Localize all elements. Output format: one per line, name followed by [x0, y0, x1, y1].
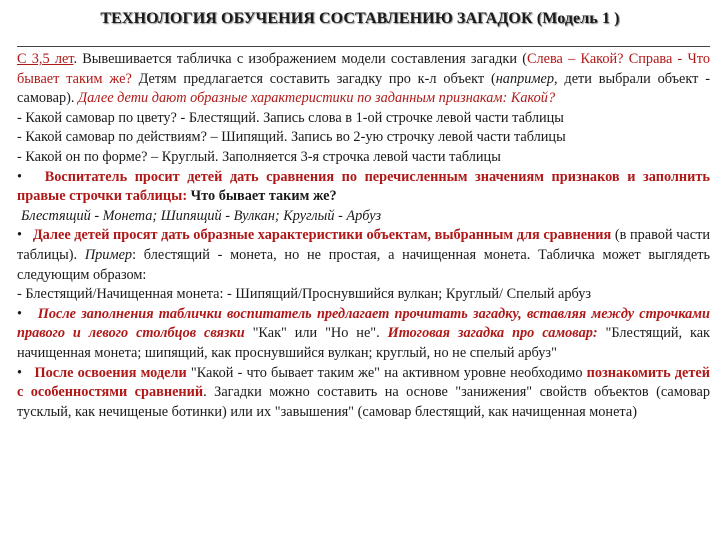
question-line: - Какой он по форме? – Круглый. Заполняется 3-я строчка левой части таблицы [17, 148, 501, 165]
bullet-2-text-2: (в правой части таблицы). [17, 227, 710, 263]
bullet-2-example-label: Пример [84, 246, 133, 263]
age-label: С 3,5 лет [17, 51, 74, 67]
bullet-paragraph-4 [17, 364, 710, 423]
bullet-2-text: Далее детей просят дать образные характеристики объектам, выбранным для сравнения [32, 227, 612, 244]
bullet-icon: • [17, 364, 23, 381]
pairs-line: Блестящий - Монета; Шипящий - Вулкан; Круглый - Арбуз [21, 207, 382, 224]
bullet-3-connectors: "Как" или "Но не". [244, 325, 388, 342]
question-line: - Какой самовар по цвету? - Блестящий. Запись слова в 1-ой строчке левой части таблицы [17, 109, 564, 126]
example-label: например, [495, 70, 558, 87]
table-line: - Блестящий/Начищенная монета: - Шипящий/Проснувшийся вулкан; Круглый/ Спелый арбуз [17, 286, 592, 303]
intro-text-1: . Вывешивается табличка с изображением модели составления загадки ( [73, 51, 527, 67]
bullet-4-text-2: "Какой - что бывает таким же" на активном уровне необходимо [186, 364, 587, 381]
slide-body [17, 46, 710, 422]
bullet-4-text: После освоения модели [34, 364, 187, 381]
bullet-3-riddle-label: Итоговая загадка про самовар: [387, 325, 598, 342]
bullet-3-text: После заполнения таблички воспитатель предлагает прочитать загадку, вставляя между строчками правого и левого столбцов связки [17, 305, 710, 342]
bullet-paragraph-1 [17, 168, 710, 207]
bullet-icon: • [17, 168, 23, 185]
bullet-paragraph-2 [17, 226, 710, 285]
left-column-label: Слева – Какой? [526, 51, 624, 67]
intro-text-2: Детям предлагается составить загадку про к-л объект ( [131, 70, 496, 87]
intro-emphasis: Далее дети дают образные характеристики по заданным признакам: Какой? [78, 90, 556, 107]
bullet-4-text-3: . Загадки можно составить на основе "занижения" свойств объектов (самовар тусклый, как нечищеные ботинки) или их "завышения" (самовар блестящий, как начищенная монета) [17, 384, 711, 420]
intro-text-3: дети выбрали объект - самовар). [17, 70, 710, 107]
bullet-icon: • [17, 305, 23, 322]
bullet-icon: • [17, 227, 23, 244]
page-title: ТЕХНОЛОГИЯ ОБУЧЕНИЯ СОСТАВЛЕНИЮ ЗАГАДОК (Модель 1 ) [100, 10, 620, 27]
bullet-1-text: Воспитатель просит детей дать сравнения по перечисленным значениям признаков и заполнить правые строчки таблицы: [17, 168, 710, 205]
question-line: - Какой самовар по действиям? – Шипящий. Запись во 2-ую строчку левой части таблицы [17, 129, 566, 146]
intro-paragraph [17, 50, 710, 109]
bullet-3-riddle-text: "Блестящий, как начищенная монета; шипящий, как проснувшийся вулкан; круглый, но не спелый арбуз" [17, 325, 710, 361]
bullet-paragraph-3 [17, 305, 710, 364]
bullet-4-emphasis: познакомить детей с особенностями сравнений [17, 364, 710, 401]
bullet-2-text-3: : блестящий - монета, но не простая, а начищенная монета. Табличка может выглядеть следующим образом: [17, 246, 710, 283]
bullet-1-question: Что бывает таким же? [187, 188, 337, 205]
right-column-label: Справа - Что бывает таким же? [17, 51, 711, 87]
